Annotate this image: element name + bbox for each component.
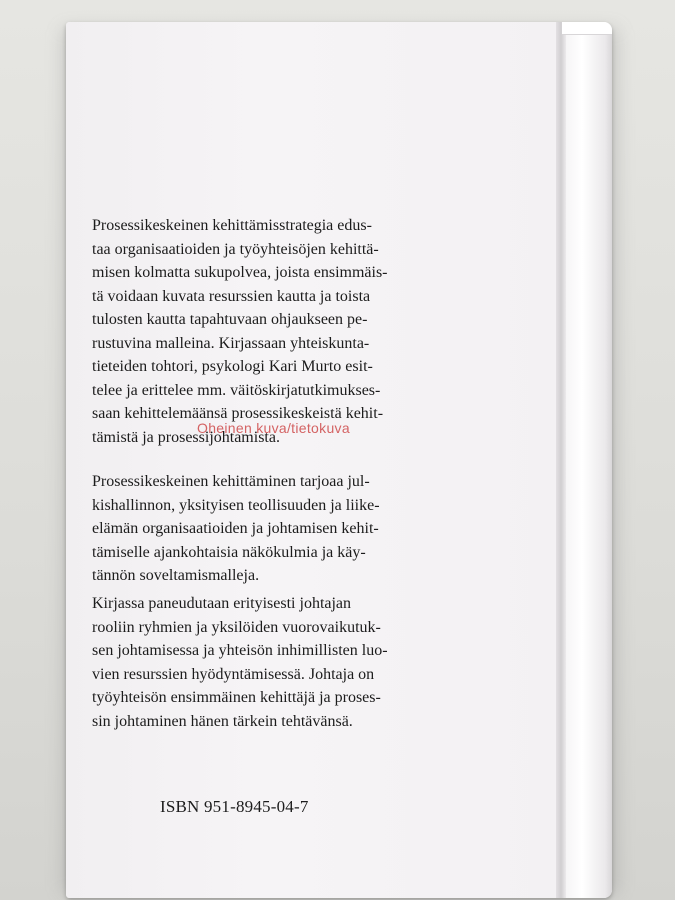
blurb-paragraph-2 [92, 470, 477, 588]
text-line: kishallinnon, yksityisen teollisuuden ja liike- [92, 496, 380, 514]
text-line: Prosessikeskeinen kehittämisstrategia edus- [92, 217, 372, 234]
text-line: telee ja erittelee mm. väitöskirjatutkimukses- [92, 381, 381, 399]
blurb-paragraph-1 [92, 214, 477, 449]
text-line: tieteiden tohtori, psykologi Kari Murto esit- [92, 358, 373, 375]
text-line: sin johtaminen hänen tärkein tehtävänsä. [92, 712, 353, 730]
text-line: sen johtamisessa ja yhteisön inhimillisten luo- [92, 642, 388, 659]
spine-top-edge [562, 22, 612, 35]
spine-hinge [556, 22, 566, 898]
text-line: Prosessikeskeinen kehittäminen tarjoaa jul- [92, 473, 370, 490]
text-line: tulosten kautta tapahtuvaan ohjaukseen pe- [92, 311, 368, 328]
text-line: työyhteisön ensimmäinen kehittäjä ja proses- [92, 689, 381, 706]
text-line: misen kolmatta sukupolvea, joista ensimmäis- [92, 264, 388, 281]
text-line: tämiselle ajankohtaisia näkökulmia ja käy- [92, 543, 366, 561]
text-line: saan kehittelemäänsä prosessikeskeistä kehit- [92, 405, 384, 422]
text-line: rooliin ryhmien ja yksilöiden vuorovaikutuk- [92, 618, 381, 636]
text-line: tä voidaan kuvata resurssien kautta ja toista [92, 287, 371, 305]
text-line: elämän organisaatioiden ja johtamisen kehit- [92, 520, 379, 537]
text-line: rustuvina malleina. Kirjassaan yhteiskunta- [92, 334, 370, 352]
text-line: Kirjassa paneudutaan erityisesti johtajan [92, 595, 352, 612]
text-line: taa organisaatioiden ja työyhteisöjen kehittä- [92, 240, 379, 258]
text-line: vien resurssien hyödyntämisessä. Johtaja on [92, 665, 375, 683]
text-line: tämistä ja prosessijohtamista. [92, 428, 280, 446]
book [66, 22, 612, 898]
back-cover [66, 22, 557, 898]
isbn-number: ISBN 951-8945-04-7 [160, 797, 309, 816]
watermark: Oheinen kuva/tietokuva [197, 420, 350, 436]
blurb-paragraph-3 [92, 592, 477, 733]
text-line: tännön soveltamismalleja. [92, 567, 260, 584]
spine [566, 22, 612, 898]
